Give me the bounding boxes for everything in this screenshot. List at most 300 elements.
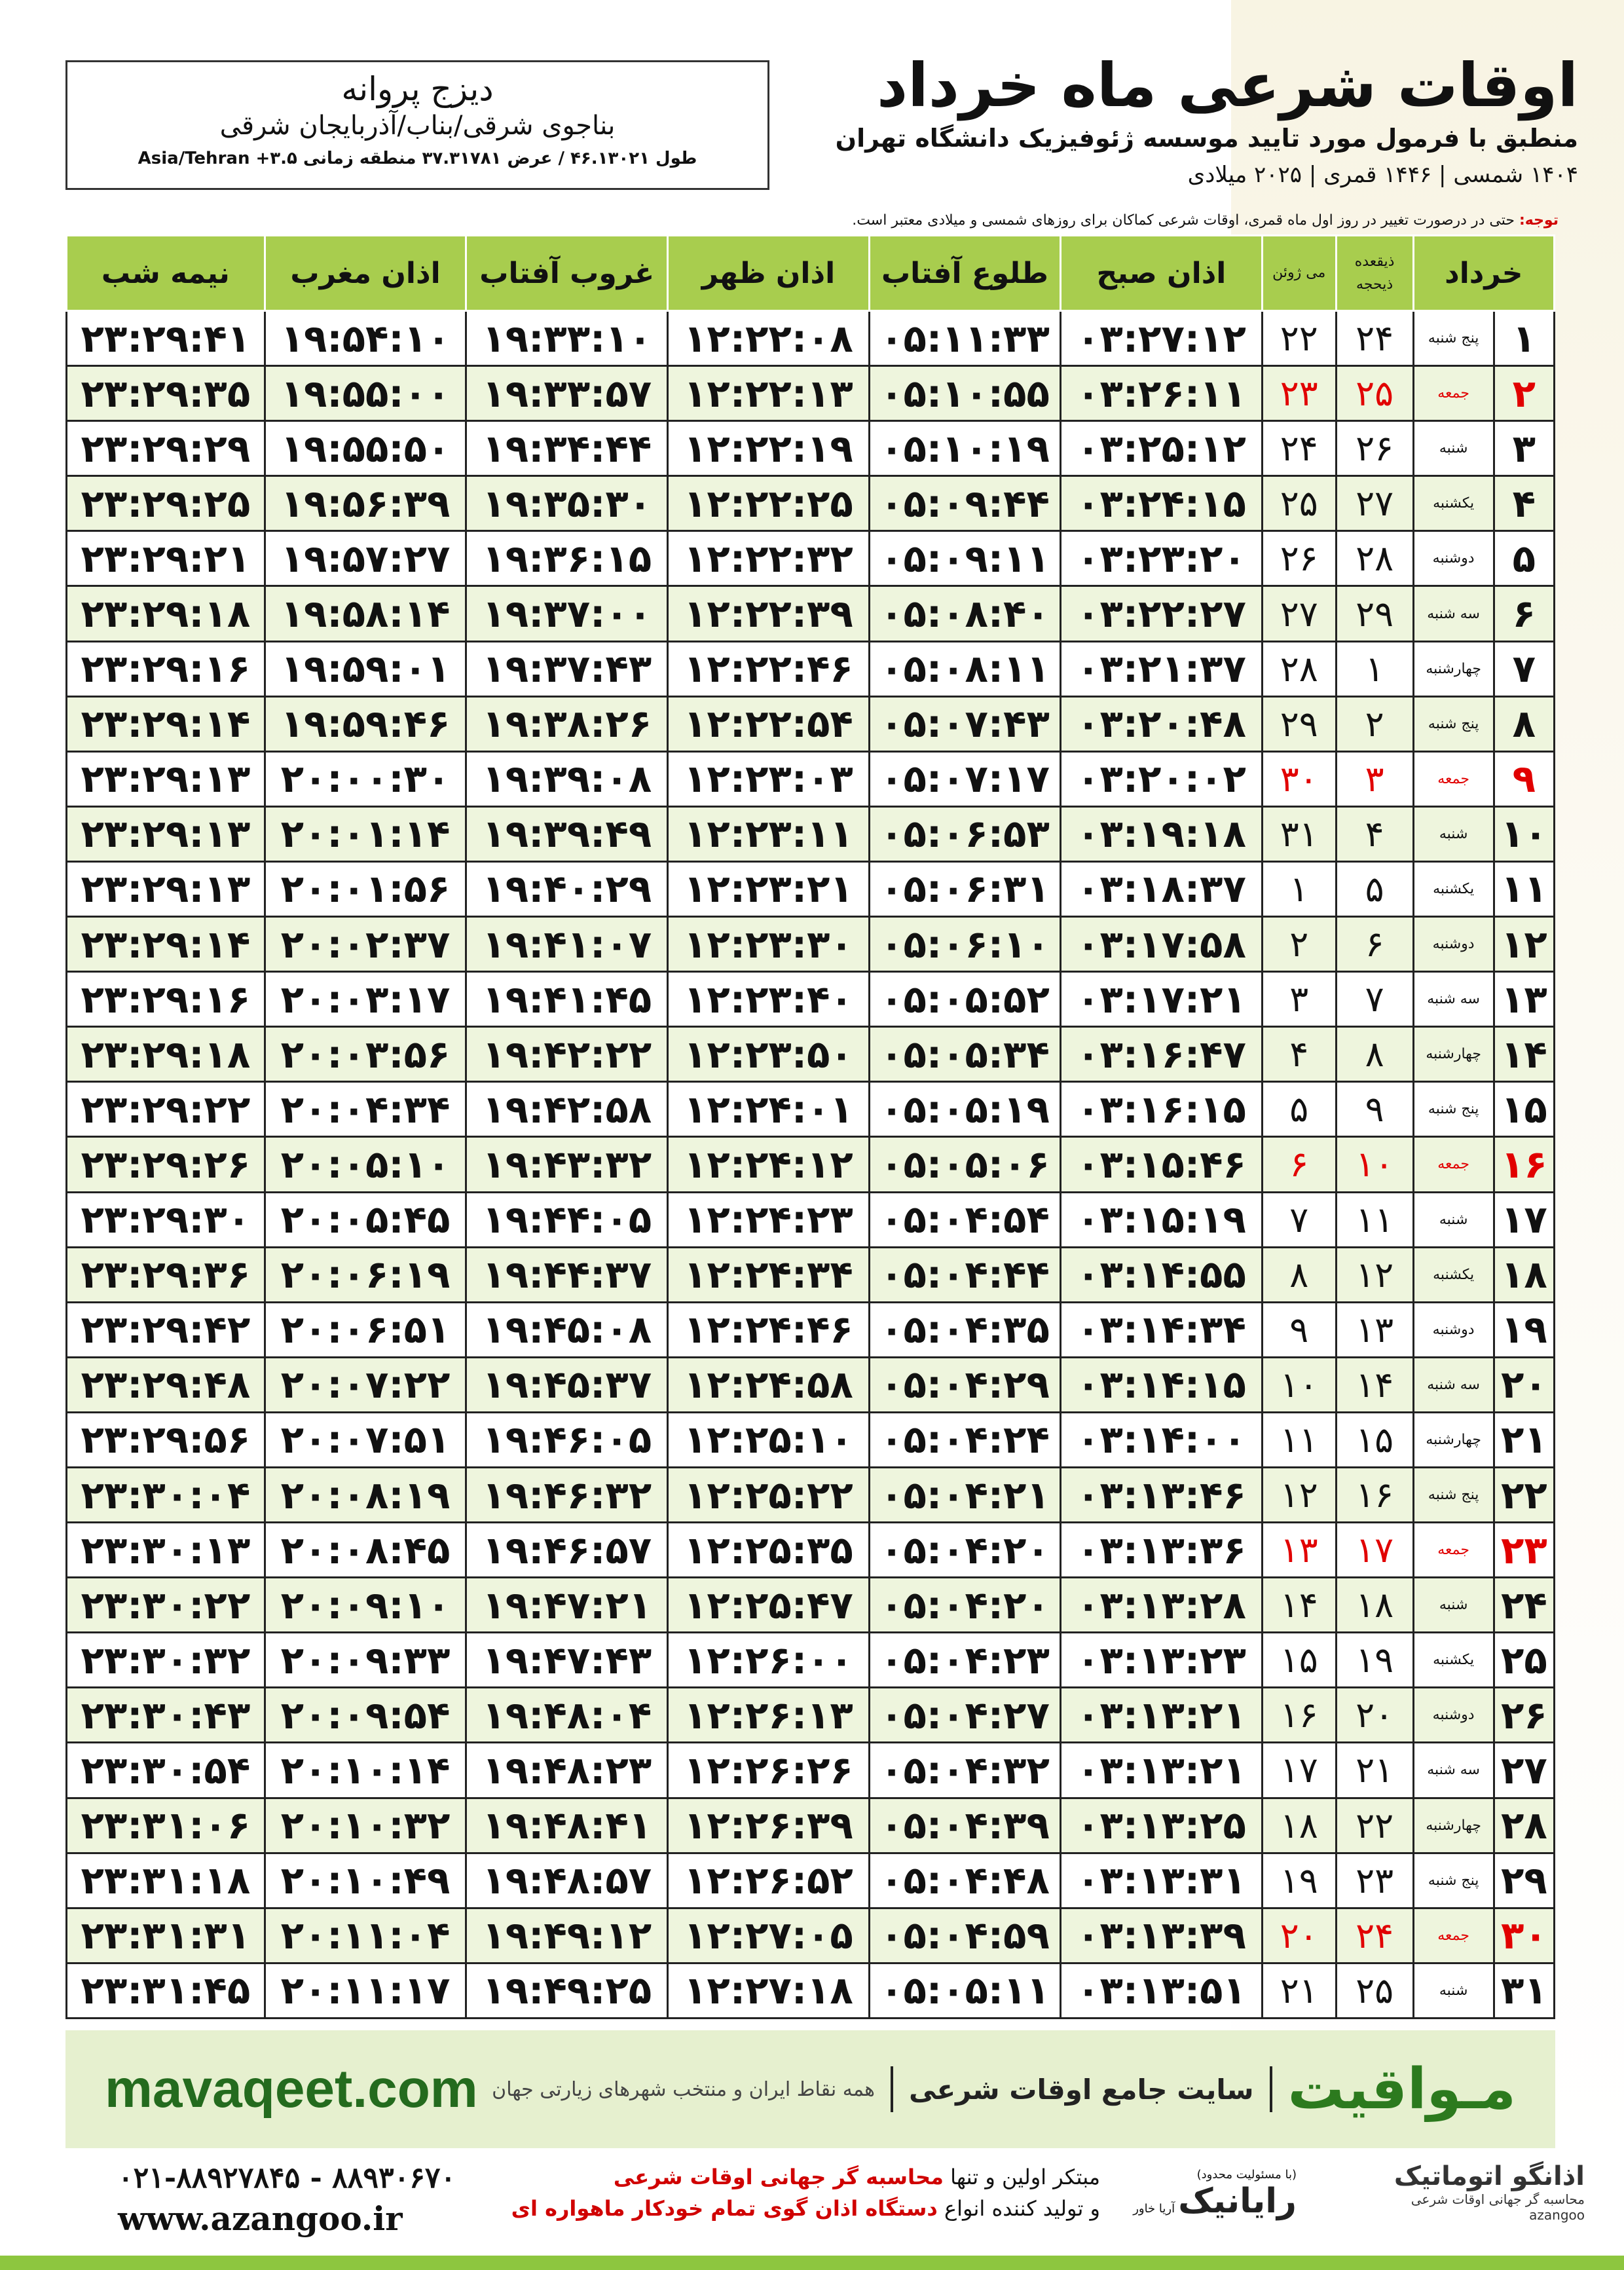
table-row [67,1578,1555,1633]
cell-greg: ۱۶ [1262,1688,1336,1743]
cell-midnight: ۲۳:۲۹:۲۵ [67,476,265,531]
cell-greg: ۱ [1262,861,1336,916]
cell-midnight: ۲۳:۲۹:۳۰ [67,1192,265,1247]
cell-weekday: چهارشنبه [1413,1798,1494,1853]
table-row [67,1853,1555,1908]
cell-sunset: ۱۹:۴۶:۵۷ [466,1523,668,1578]
footer-line1-highlight: محاسبه گر جهانی اوقات شرعی [613,2165,944,2189]
cell-sunrise: ۰۵:۰۴:۵۹ [869,1908,1060,1963]
cell-sunset: ۱۹:۴۴:۰۵ [466,1192,668,1247]
cell-maghrib: ۱۹:۵۷:۲۷ [265,531,466,586]
banner-brand: مـواقیت [1287,2056,1516,2122]
cell-sunset: ۱۹:۴۸:۵۷ [466,1853,668,1908]
table-row [67,1743,1555,1798]
cell-midnight: ۲۳:۲۹:۱۸ [67,586,265,641]
cell-greg: ۳۱ [1262,806,1336,861]
cell-greg: ۲۶ [1262,531,1336,586]
cell-fajr: ۰۳:۱۳:۲۵ [1061,1798,1263,1853]
cell-maghrib: ۱۹:۵۴:۱۰ [265,311,466,366]
cell-sunset: ۱۹:۴۰:۲۹ [466,861,668,916]
cell-day: ۳۱ [1494,1963,1554,2018]
cell-sunrise: ۰۵:۰۹:۴۴ [869,476,1060,531]
cell-hijri: ۱۰ [1336,1137,1413,1192]
rayanik-small-text: (با مسئولیت محدود) [1196,2168,1297,2182]
cell-weekday: دوشنبه [1413,1688,1494,1743]
cell-sunset: ۱۹:۴۲:۲۲ [466,1027,668,1082]
cell-dhuhr: ۱۲:۲۵:۳۵ [668,1523,870,1578]
cell-day: ۲۶ [1494,1688,1554,1743]
table-row [67,1633,1555,1688]
cell-weekday: شنبه [1413,421,1494,476]
cell-hijri: ۲۴ [1336,311,1413,366]
cell-fajr: ۰۳:۱۶:۴۷ [1061,1027,1263,1082]
header-sunset: غروب آفتاب [466,236,668,311]
cell-maghrib: ۲۰:۰۹:۱۰ [265,1578,466,1633]
cell-dhuhr: ۱۲:۲۲:۱۹ [668,421,870,476]
cell-dhuhr: ۱۲:۲۳:۵۰ [668,1027,870,1082]
azangoo-en: azangoo [1529,2207,1585,2223]
cell-greg: ۱۹ [1262,1853,1336,1908]
cell-hijri: ۹ [1336,1082,1413,1137]
cell-midnight: ۲۳:۲۹:۴۲ [67,1302,265,1357]
calendar-years: ۱۴۰۴ شمسی | ۱۴۴۶ قمری | ۲۰۲۵ میلادی [1187,162,1578,189]
cell-dhuhr: ۱۲:۲۲:۲۵ [668,476,870,531]
footer-website[interactable]: www.azangoo.ir [118,2199,403,2238]
cell-sunrise: ۰۵:۰۴:۴۴ [869,1247,1060,1302]
cell-midnight: ۲۳:۳۰:۳۲ [67,1633,265,1688]
cell-day: ۲۸ [1494,1798,1554,1853]
cell-hijri: ۱۵ [1336,1412,1413,1467]
prayer-times-table [65,234,1555,2019]
cell-dhuhr: ۱۲:۲۳:۰۳ [668,751,870,806]
cell-dhuhr: ۱۲:۲۶:۱۳ [668,1688,870,1743]
cell-fajr: ۰۳:۱۴:۱۵ [1061,1357,1263,1412]
cell-hijri: ۲۵ [1336,366,1413,421]
table-row [67,751,1555,806]
cell-sunset: ۱۹:۴۱:۴۵ [466,972,668,1027]
cell-weekday: سه شنبه [1413,586,1494,641]
cell-fajr: ۰۳:۲۴:۱۵ [1061,476,1263,531]
cell-greg: ۳۰ [1262,751,1336,806]
note-text: حتی در درصورت تغییر در روز اول ماه قمری، اوقات شرعی کماکان برای روزهای شمسی و میلادی معتبر است. [852,212,1515,229]
cell-day: ۱۹ [1494,1302,1554,1357]
cell-dhuhr: ۱۲:۲۶:۲۶ [668,1743,870,1798]
cell-weekday: چهارشنبه [1413,641,1494,696]
cell-dhuhr: ۱۲:۲۳:۳۰ [668,917,870,972]
cell-dhuhr: ۱۲:۲۳:۲۱ [668,861,870,916]
rayanik-name: رایانیک [1178,2182,1297,2221]
cell-day: ۴ [1494,476,1554,531]
cell-day: ۱۱ [1494,861,1554,916]
bottom-bar [0,2256,1624,2270]
cell-dhuhr: ۱۲:۲۴:۵۸ [668,1357,870,1412]
cell-maghrib: ۲۰:۱۱:۱۷ [265,1963,466,2018]
cell-midnight: ۲۳:۲۹:۱۳ [67,861,265,916]
cell-maghrib: ۲۰:۰۲:۳۷ [265,917,466,972]
cell-midnight: ۲۳:۲۹:۲۶ [67,1137,265,1192]
cell-greg: ۴ [1262,1027,1336,1082]
cell-fajr: ۰۳:۱۳:۳۱ [1061,1853,1263,1908]
cell-hijri: ۱۴ [1336,1357,1413,1412]
cell-maghrib: ۲۰:۰۳:۱۷ [265,972,466,1027]
banner-website[interactable]: mavaqeet.com [105,2059,478,2119]
cell-day: ۱۰ [1494,806,1554,861]
cell-dhuhr: ۱۲:۲۲:۱۳ [668,366,870,421]
cell-sunrise: ۰۵:۱۰:۵۵ [869,366,1060,421]
cell-sunrise: ۰۵:۰۹:۱۱ [869,531,1060,586]
table-row [67,1082,1555,1137]
cell-dhuhr: ۱۲:۲۲:۳۲ [668,531,870,586]
cell-greg: ۸ [1262,1247,1336,1302]
mavaqeet-banner [65,2030,1555,2148]
cell-fajr: ۰۳:۲۲:۲۷ [1061,586,1263,641]
cell-weekday: دوشنبه [1413,531,1494,586]
cell-midnight: ۲۳:۳۰:۰۴ [67,1467,265,1522]
table-row [67,1027,1555,1082]
cell-sunrise: ۰۵:۰۶:۳۱ [869,861,1060,916]
cell-hijri: ۱۹ [1336,1633,1413,1688]
cell-maghrib: ۲۰:۰۴:۳۴ [265,1082,466,1137]
cell-maghrib: ۱۹:۵۹:۴۶ [265,696,466,751]
cell-midnight: ۲۳:۳۱:۳۱ [67,1908,265,1963]
cell-greg: ۱۸ [1262,1798,1336,1853]
cell-dhuhr: ۱۲:۲۶:۰۰ [668,1633,870,1688]
cell-fajr: ۰۳:۱۳:۳۶ [1061,1523,1263,1578]
cell-dhuhr: ۱۲:۲۴:۱۲ [668,1137,870,1192]
cell-midnight: ۲۳:۲۹:۱۳ [67,751,265,806]
cell-weekday: سه شنبه [1413,1357,1494,1412]
note [65,212,1559,229]
cell-sunrise: ۰۵:۰۵:۵۲ [869,972,1060,1027]
cell-midnight: ۲۳:۲۹:۱۶ [67,972,265,1027]
cell-maghrib: ۱۹:۵۹:۰۱ [265,641,466,696]
header-month: خرداد [1413,236,1554,311]
cell-hijri: ۳ [1336,751,1413,806]
table-row [67,1798,1555,1853]
cell-fajr: ۰۳:۱۴:۰۰ [1061,1412,1263,1467]
cell-day: ۱۲ [1494,917,1554,972]
cell-dhuhr: ۱۲:۲۵:۱۰ [668,1412,870,1467]
table-header-row [67,236,1555,311]
cell-day: ۶ [1494,586,1554,641]
cell-dhuhr: ۱۲:۲۷:۱۸ [668,1963,870,2018]
table-row [67,1688,1555,1743]
cell-weekday: یکشنبه [1413,1247,1494,1302]
cell-weekday: شنبه [1413,1192,1494,1247]
rayanik-logo [1126,2168,1297,2227]
table-row [67,641,1555,696]
cell-sunrise: ۰۵:۰۴:۲۹ [869,1357,1060,1412]
cell-fajr: ۰۳:۲۰:۴۸ [1061,696,1263,751]
cell-fajr: ۰۳:۱۸:۳۷ [1061,861,1263,916]
cell-greg: ۱۲ [1262,1467,1336,1522]
cell-hijri: ۱۲ [1336,1247,1413,1302]
banner-right [492,2056,1516,2122]
cell-weekday: سه شنبه [1413,1743,1494,1798]
cell-sunset: ۱۹:۴۶:۳۲ [466,1467,668,1522]
table-row [67,1467,1555,1522]
cell-fajr: ۰۳:۱۳:۲۸ [1061,1578,1263,1633]
cell-sunrise: ۰۵:۰۵:۱۱ [869,1963,1060,2018]
table-row [67,1963,1555,2018]
cell-midnight: ۲۳:۲۹:۲۲ [67,1082,265,1137]
cell-greg: ۲۰ [1262,1908,1336,1963]
cell-sunrise: ۰۵:۱۱:۳۳ [869,311,1060,366]
cell-hijri: ۲۶ [1336,421,1413,476]
cell-fajr: ۰۳:۱۹:۱۸ [1061,806,1263,861]
page-title: اوقات شرعی ماه خرداد [877,50,1578,121]
table-row [67,1192,1555,1247]
cell-greg: ۱۴ [1262,1578,1336,1633]
cell-hijri: ۲۳ [1336,1853,1413,1908]
cell-sunset: ۱۹:۴۸:۰۴ [466,1688,668,1743]
azangoo-sub: محاسبه گر جهانی اوقات شرعی [1411,2191,1585,2207]
cell-maghrib: ۲۰:۰۵:۴۵ [265,1192,466,1247]
cell-hijri: ۵ [1336,861,1413,916]
location-coordinates: طول ۴۶.۱۳۰۲۱ / عرض ۳۷.۳۱۷۸۱ منطقه زمانی ۳.۵+ Asia/Tehran [138,149,697,168]
cell-fajr: ۰۳:۱۷:۲۱ [1061,972,1263,1027]
cell-sunset: ۱۹:۴۱:۰۷ [466,917,668,972]
cell-sunrise: ۰۵:۰۴:۳۹ [869,1798,1060,1853]
cell-dhuhr: ۱۲:۲۲:۰۸ [668,311,870,366]
header-sunrise: طلوع آفتاب [869,236,1060,311]
cell-hijri: ۴ [1336,806,1413,861]
cell-weekday: پنج شنبه [1413,696,1494,751]
cell-midnight: ۲۳:۳۰:۱۳ [67,1523,265,1578]
cell-fajr: ۰۳:۲۰:۰۲ [1061,751,1263,806]
cell-day: ۱۵ [1494,1082,1554,1137]
cell-dhuhr: ۱۲:۲۲:۵۴ [668,696,870,751]
cell-dhuhr: ۱۲:۲۶:۳۹ [668,1798,870,1853]
table-row [67,806,1555,861]
cell-midnight: ۲۳:۲۹:۲۱ [67,531,265,586]
cell-fajr: ۰۳:۱۷:۵۸ [1061,917,1263,972]
table-row [67,1357,1555,1412]
cell-fajr: ۰۳:۱۳:۲۱ [1061,1688,1263,1743]
cell-dhuhr: ۱۲:۲۴:۰۱ [668,1082,870,1137]
cell-sunset: ۱۹:۴۳:۳۲ [466,1137,668,1192]
cell-dhuhr: ۱۲:۲۳:۱۱ [668,806,870,861]
cell-midnight: ۲۳:۳۰:۴۳ [67,1688,265,1743]
table-row [67,1908,1555,1963]
cell-sunrise: ۰۵:۰۵:۳۴ [869,1027,1060,1082]
cell-maghrib: ۲۰:۰۷:۲۲ [265,1357,466,1412]
cell-midnight: ۲۳:۲۹:۴۸ [67,1357,265,1412]
cell-greg: ۱۰ [1262,1357,1336,1412]
cell-sunrise: ۰۵:۰۷:۴۳ [869,696,1060,751]
banner-divider [891,2066,893,2112]
rayanik-sub: آریا خاور [1133,2202,1175,2216]
cell-midnight: ۲۳:۲۹:۵۶ [67,1412,265,1467]
cell-fajr: ۰۳:۲۷:۱۲ [1061,311,1263,366]
cell-hijri: ۲۹ [1336,586,1413,641]
cell-maghrib: ۲۰:۰۹:۵۴ [265,1688,466,1743]
cell-weekday: پنج شنبه [1413,1853,1494,1908]
note-label: توجه: [1519,212,1559,229]
table-row [67,917,1555,972]
cell-sunset: ۱۹:۴۵:۳۷ [466,1357,668,1412]
cell-sunset: ۱۹:۳۵:۳۰ [466,476,668,531]
header-greg: می ژوئن [1262,236,1336,311]
cell-weekday: جمعه [1413,1908,1494,1963]
cell-day: ۱۷ [1494,1192,1554,1247]
cell-sunset: ۱۹:۴۹:۲۵ [466,1963,668,2018]
cell-greg: ۹ [1262,1302,1336,1357]
cell-day: ۵ [1494,531,1554,586]
cell-greg: ۱۱ [1262,1412,1336,1467]
cell-hijri: ۲۴ [1336,1908,1413,1963]
banner-tagline-2: همه نقاط ایران و منتخب شهرهای زیارتی جهان [492,2077,875,2101]
cell-fajr: ۰۳:۱۳:۲۳ [1061,1633,1263,1688]
cell-hijri: ۲۸ [1336,531,1413,586]
cell-day: ۱ [1494,311,1554,366]
cell-weekday: جمعه [1413,1137,1494,1192]
cell-midnight: ۲۳:۳۰:۵۴ [67,1743,265,1798]
cell-greg: ۶ [1262,1137,1336,1192]
table-row [67,421,1555,476]
cell-sunrise: ۰۵:۰۴:۵۴ [869,1192,1060,1247]
cell-greg: ۲۲ [1262,311,1336,366]
table-row [67,1412,1555,1467]
cell-hijri: ۲۱ [1336,1743,1413,1798]
cell-midnight: ۲۳:۲۹:۲۹ [67,421,265,476]
footer-line2-highlight: دستگاه اذان گوی تمام خودکار ماهواره ای [511,2196,938,2221]
table-row [67,972,1555,1027]
cell-fajr: ۰۳:۱۳:۴۶ [1061,1467,1263,1522]
cell-sunset: ۱۹:۴۸:۲۳ [466,1743,668,1798]
cell-sunrise: ۰۵:۰۴:۳۵ [869,1302,1060,1357]
banner-divider [1270,2066,1272,2112]
cell-weekday: شنبه [1413,806,1494,861]
cell-sunrise: ۰۵:۰۵:۱۹ [869,1082,1060,1137]
header-fajr: اذان صبح [1061,236,1263,311]
cell-sunset: ۱۹:۴۸:۴۱ [466,1798,668,1853]
cell-maghrib: ۲۰:۰۰:۳۰ [265,751,466,806]
cell-greg: ۱۳ [1262,1523,1336,1578]
cell-greg: ۲ [1262,917,1336,972]
cell-dhuhr: ۱۲:۲۴:۳۴ [668,1247,870,1302]
cell-weekday: شنبه [1413,1963,1494,2018]
cell-weekday: پنج شنبه [1413,311,1494,366]
cell-day: ۲۷ [1494,1743,1554,1798]
cell-day: ۳۰ [1494,1908,1554,1963]
cell-weekday: سه شنبه [1413,972,1494,1027]
cell-dhuhr: ۱۲:۲۵:۲۲ [668,1467,870,1522]
cell-midnight: ۲۳:۲۹:۴۱ [67,311,265,366]
cell-day: ۲۲ [1494,1467,1554,1522]
cell-greg: ۲۹ [1262,696,1336,751]
cell-day: ۲ [1494,366,1554,421]
cell-fajr: ۰۳:۱۵:۱۹ [1061,1192,1263,1247]
cell-midnight: ۲۳:۳۱:۱۸ [67,1853,265,1908]
footer [65,2161,1585,2238]
cell-weekday: یکشنبه [1413,861,1494,916]
cell-day: ۹ [1494,751,1554,806]
cell-day: ۲۱ [1494,1412,1554,1467]
cell-sunrise: ۰۵:۰۴:۲۳ [869,1633,1060,1688]
cell-midnight: ۲۳:۲۹:۱۴ [67,917,265,972]
cell-sunset: ۱۹:۳۳:۱۰ [466,311,668,366]
cell-sunset: ۱۹:۴۴:۳۷ [466,1247,668,1302]
cell-maghrib: ۲۰:۰۶:۵۱ [265,1302,466,1357]
table-row [67,586,1555,641]
cell-midnight: ۲۳:۳۱:۰۶ [67,1798,265,1853]
footer-line2: و تولید کننده انواع [944,2196,1100,2221]
cell-sunrise: ۰۵:۰۴:۴۸ [869,1853,1060,1908]
cell-midnight: ۲۳:۲۹:۱۳ [67,806,265,861]
cell-dhuhr: ۱۲:۲۲:۴۶ [668,641,870,696]
cell-hijri: ۲ [1336,696,1413,751]
cell-day: ۲۴ [1494,1578,1554,1633]
cell-sunset: ۱۹:۳۶:۱۵ [466,531,668,586]
footer-phone: ۰۲۱-۸۸۹۲۷۸۴۵ - ۸۸۹۳۰۶۷۰ [118,2161,456,2195]
cell-greg: ۱۵ [1262,1633,1336,1688]
cell-hijri: ۱۷ [1336,1523,1413,1578]
cell-maghrib: ۲۰:۰۹:۳۳ [265,1633,466,1688]
azangoo-name: اذانگو اتوماتیک [1393,2161,1585,2191]
page-subtitle: منطبق با فرمول مورد تایید موسسه ژئوفیزیک دانشگاه تهران [835,124,1578,153]
table-row [67,366,1555,421]
cell-weekday: جمعه [1413,366,1494,421]
cell-maghrib: ۲۰:۰۷:۵۱ [265,1412,466,1467]
cell-greg: ۵ [1262,1082,1336,1137]
cell-sunrise: ۰۵:۰۶:۱۰ [869,917,1060,972]
cell-weekday: پنج شنبه [1413,1467,1494,1522]
cell-day: ۷ [1494,641,1554,696]
header-dhuhr: اذان ظهر [668,236,870,311]
cell-sunset: ۱۹:۳۷:۰۰ [466,586,668,641]
cell-weekday: شنبه [1413,1578,1494,1633]
location-region: بناجوی شرقی/بناب/آذربایجان شرقی [219,111,616,141]
cell-sunrise: ۰۵:۰۸:۴۰ [869,586,1060,641]
cell-midnight: ۲۳:۲۹:۳۵ [67,366,265,421]
cell-fajr: ۰۳:۲۶:۱۱ [1061,366,1263,421]
cell-maghrib: ۲۰:۰۱:۱۴ [265,806,466,861]
cell-day: ۲۰ [1494,1357,1554,1412]
cell-fajr: ۰۳:۲۱:۳۷ [1061,641,1263,696]
cell-weekday: دوشنبه [1413,917,1494,972]
cell-maghrib: ۱۹:۵۵:۵۰ [265,421,466,476]
cell-hijri: ۱۳ [1336,1302,1413,1357]
cell-weekday: چهارشنبه [1413,1027,1494,1082]
cell-day: ۱۸ [1494,1247,1554,1302]
cell-weekday: دوشنبه [1413,1302,1494,1357]
cell-maghrib: ۱۹:۵۵:۰۰ [265,366,466,421]
table-row [67,476,1555,531]
cell-greg: ۲۳ [1262,366,1336,421]
cell-dhuhr: ۱۲:۲۲:۳۹ [668,586,870,641]
cell-greg: ۱۷ [1262,1743,1336,1798]
cell-hijri: ۱۸ [1336,1578,1413,1633]
cell-day: ۱۶ [1494,1137,1554,1192]
cell-sunset: ۱۹:۴۶:۰۵ [466,1412,668,1467]
cell-hijri: ۱ [1336,641,1413,696]
table-row [67,311,1555,366]
cell-maghrib: ۲۰:۱۰:۳۲ [265,1798,466,1853]
header-maghrib: اذان مغرب [265,236,466,311]
cell-maghrib: ۲۰:۰۳:۵۶ [265,1027,466,1082]
cell-sunset: ۱۹:۴۲:۵۸ [466,1082,668,1137]
cell-day: ۸ [1494,696,1554,751]
cell-sunrise: ۰۵:۰۷:۱۷ [869,751,1060,806]
table-row [67,1247,1555,1302]
cell-sunset: ۱۹:۴۷:۴۳ [466,1633,668,1688]
cell-sunrise: ۰۵:۰۵:۰۶ [869,1137,1060,1192]
title-block [825,52,1578,188]
cell-maghrib: ۲۰:۰۸:۴۵ [265,1523,466,1578]
footer-line1: مبتکر اولین و تنها [950,2165,1100,2189]
cell-weekday: چهارشنبه [1413,1412,1494,1467]
